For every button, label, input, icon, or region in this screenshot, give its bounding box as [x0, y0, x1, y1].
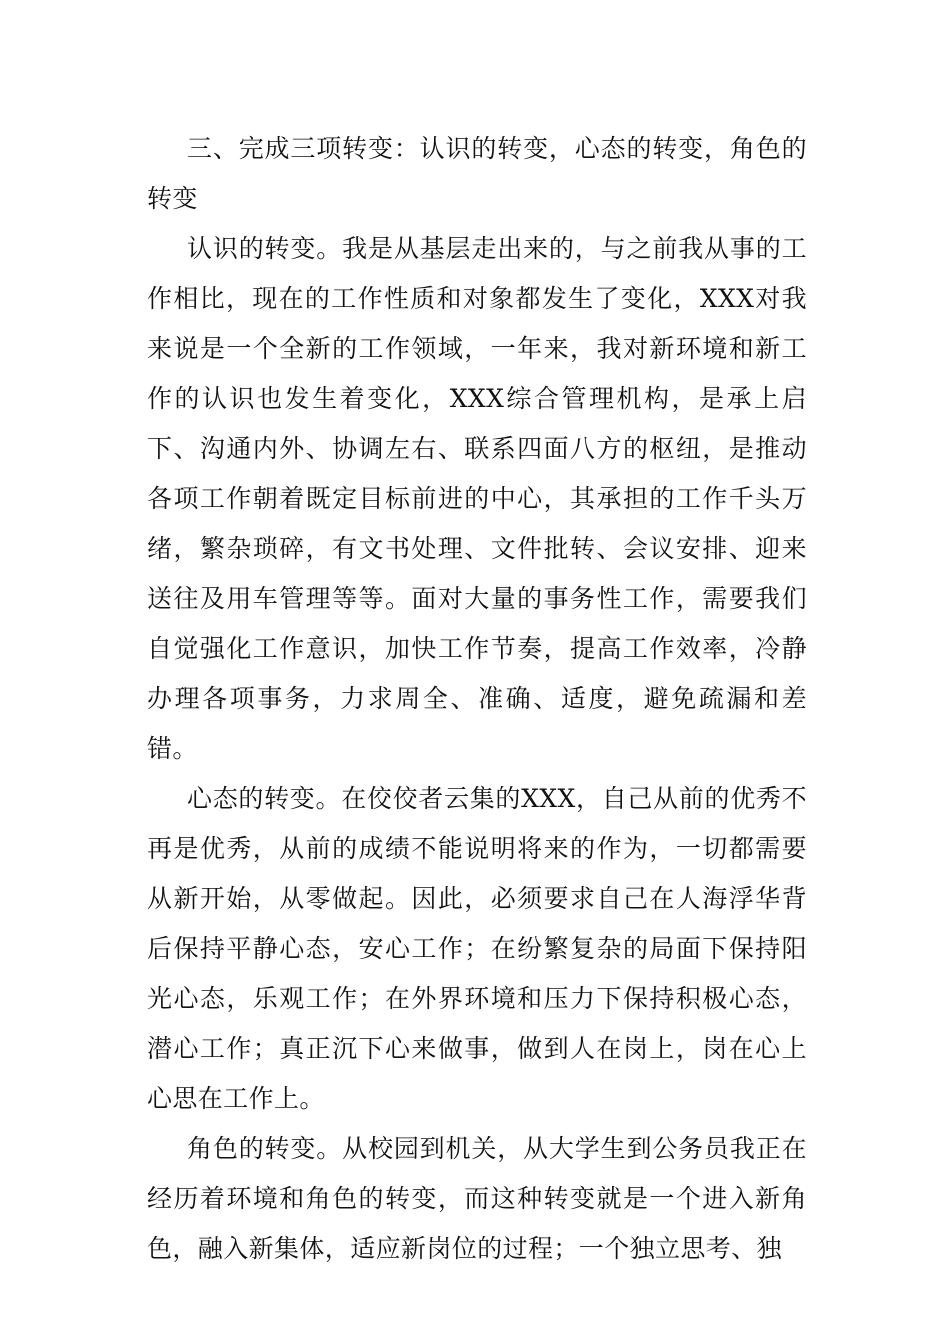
document-body [147, 124, 807, 1274]
paragraph-role-change: 角色的转变。从校园到机关，从大学生到公务员我正在经历着环境和角色的转变，而这种转变就是一个进入新角色，融入新集体，适应新岗位的过程；一个独立思考、独 [147, 1134, 807, 1263]
section-heading: 三、完成三项转变：认识的转变，心态的转变，角色的转变 [147, 134, 807, 213]
paragraph-mindset-change: 心态的转变。在佼佼者云集的XXX，自己从前的优秀不再是优秀，从前的成绩不能说明将来的作为，一切都需要从新开始，从零做起。因此，必须要求自己在人海浮华背后保持平静心态，安心工作；在纷繁复杂的局面下保持阳光心态，乐观工作；在外界环境和压力下保持积极心态，潜心工作；真正沉下心来做事，做到人在岗上，岗在心上心思在工作上。 [147, 784, 807, 1113]
paragraph-cognition-change: 认识的转变。我是从基层走出来的，与之前我从事的工作相比，现在的工作性质和对象都发生了变化，XXX对我来说是一个全新的工作领域，一年来，我对新环境和新工作的认识也发生着变化，XXX综合管理机构，是承上启下、沟通内外、协调左右、联系四面八方的枢纽，是推动各项工作朝着既定目标前进的中心，其承担的工作千头万绪，繁杂琐碎，有文书处理、文件批转、会议安排、迎来送往及用车管理等等。面对大量的事务性工作，需要我们自觉强化工作意识，加快工作节奏，提高工作效率，冷静办理各项事务，力求周全、准确、适度，避免疏漏和差错。 [147, 234, 807, 763]
